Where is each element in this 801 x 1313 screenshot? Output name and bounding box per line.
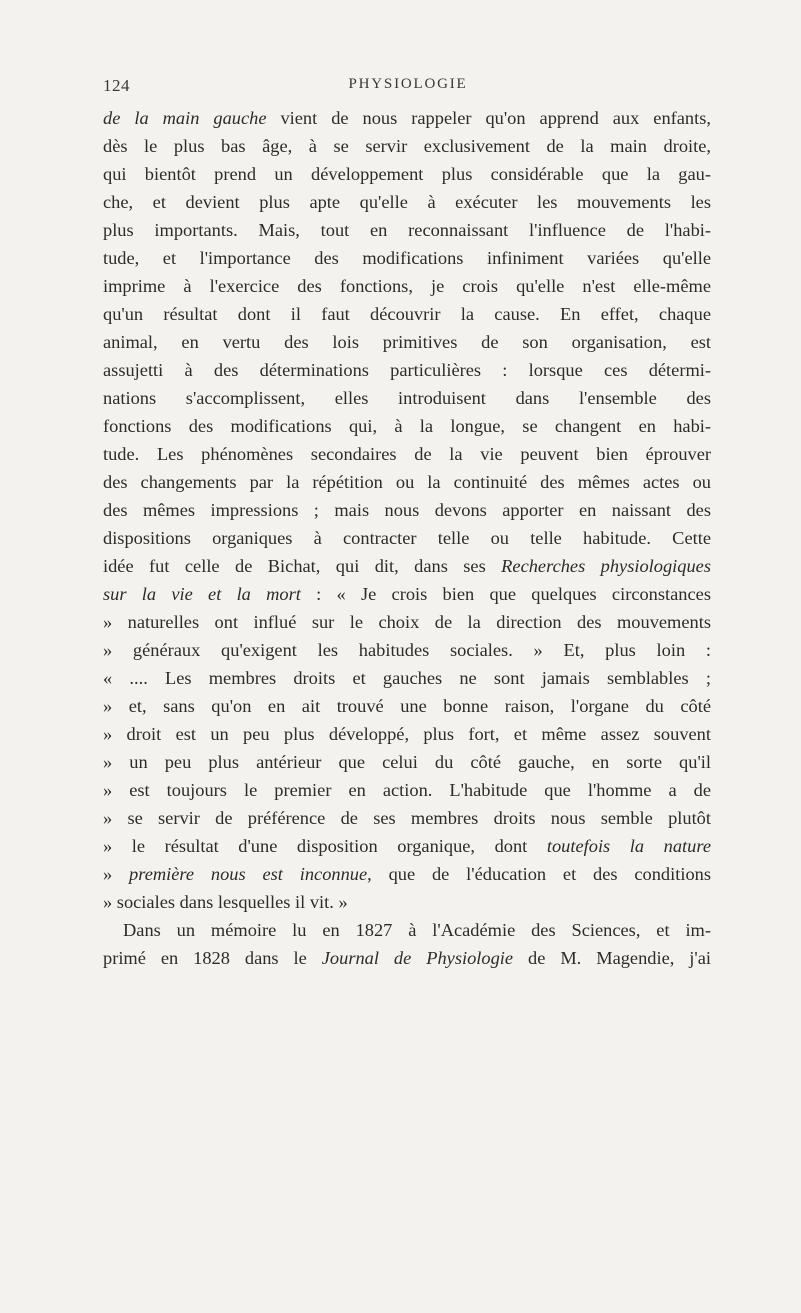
- italic-span: Recherches physiologiques: [501, 556, 711, 576]
- text-line: » un peu plus antérieur que celui du côté gauche, en sorte qu'il: [103, 752, 711, 772]
- text-line: » première nous est inconnue, que de l'éducation et des conditions: [103, 864, 711, 884]
- text-line: Dans un mémoire lu en 1827 à l'Académie des Sciences, et im-: [123, 920, 711, 940]
- text-line: dispositions organiques à contracter telle ou telle habitude. Cette: [103, 528, 711, 548]
- text-line: fonctions des modifications qui, à la longue, se changent en habi-: [103, 416, 711, 436]
- text-line: nations s'accomplissent, elles introduisent dans l'ensemble des: [103, 388, 711, 408]
- text-line: » le résultat d'une disposition organique, dont toutefois la nature: [103, 836, 711, 856]
- text-line: qui bientôt prend un développement plus considérable que la gau-: [103, 164, 711, 184]
- body-text: [103, 104, 711, 972]
- italic-span: de la main gauche: [103, 108, 267, 128]
- page-number: 124: [103, 76, 130, 95]
- text-line: de la main gauche vient de nous rappeler qu'on apprend aux enfants,: [103, 108, 711, 128]
- text-line: » est toujours le premier en action. L'habitude que l'homme a de: [103, 780, 711, 800]
- text-line: primé en 1828 dans le Journal de Physiologie de M. Magendie, j'ai: [103, 948, 711, 968]
- text-line: animal, en vertu des lois primitives de son organisation, est: [103, 332, 711, 352]
- text-line: idée fut celle de Bichat, qui dit, dans ses Recherches physiologiques: [103, 556, 711, 576]
- text-line: « .... Les membres droits et gauches ne sont jamais semblables ;: [103, 668, 711, 688]
- text-line: dès le plus bas âge, à se servir exclusivement de la main droite,: [103, 136, 711, 156]
- text-line: » se servir de préférence de ses membres droits nous semble plutôt: [103, 808, 711, 828]
- running-head: PHYSIOLOGIE: [348, 76, 468, 92]
- text-line: sur la vie et la mort : « Je crois bien que quelques circonstances: [103, 584, 711, 604]
- text-line: imprime à l'exercice des fonctions, je crois qu'elle n'est elle-même: [103, 276, 711, 296]
- page-header: [103, 76, 703, 100]
- text-line: che, et devient plus apte qu'elle à exécuter les mouvements les: [103, 192, 711, 212]
- text-line: des mêmes impressions ; mais nous devons apporter en naissant des: [103, 500, 711, 520]
- text-line: » sociales dans lesquelles il vit. »: [103, 892, 348, 912]
- italic-span: Journal de Physiologie: [321, 948, 514, 968]
- text-line: assujetti à des déterminations particulières : lorsque ces détermi-: [103, 360, 711, 380]
- text-line: tude. Les phénomènes secondaires de la vie peuvent bien éprouver: [103, 444, 711, 464]
- text-line: tude, et l'importance des modifications infiniment variées qu'elle: [103, 248, 711, 268]
- italic-span: première nous est inconnue: [129, 864, 368, 884]
- text-line: » naturelles ont influé sur le choix de la direction des mouvements: [103, 612, 711, 632]
- text-line: » généraux qu'exigent les habitudes sociales. » Et, plus loin :: [103, 640, 711, 660]
- text-line: des changements par la répétition ou la continuité des mêmes actes ou: [103, 472, 711, 492]
- text-line: » et, sans qu'on en ait trouvé une bonne raison, l'organe du côté: [103, 696, 711, 716]
- italic-span: toutefois la nature: [546, 836, 711, 856]
- italic-span: sur la vie et la mort: [103, 584, 301, 604]
- text-line: qu'un résultat dont il faut découvrir la cause. En effet, chaque: [103, 304, 711, 324]
- text-line: » droit est un peu plus développé, plus fort, et même assez souvent: [103, 724, 711, 744]
- text-line: plus importants. Mais, tout en reconnaissant l'influence de l'habi-: [103, 220, 711, 240]
